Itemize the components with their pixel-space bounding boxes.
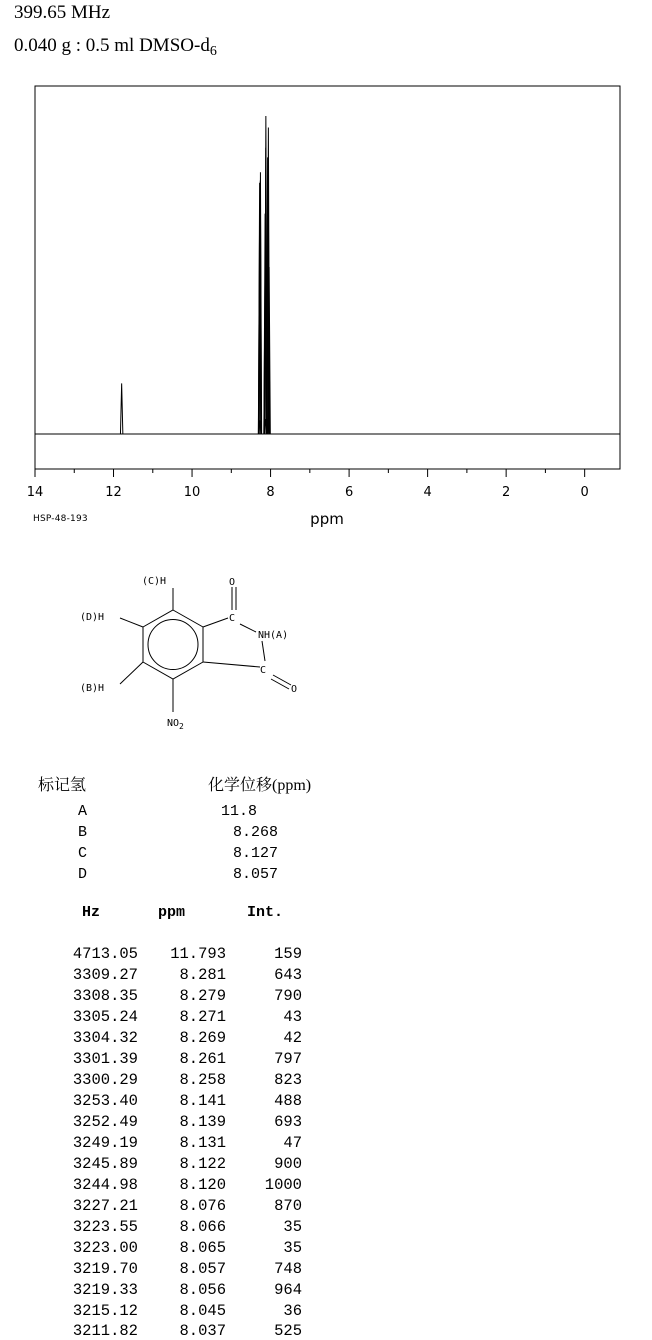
label-no2-main: NO — [167, 718, 180, 729]
peak-ppm: 8.076 — [179, 1197, 226, 1215]
peak-int: 47 — [283, 1134, 302, 1152]
sample-subscript: 6 — [209, 44, 217, 59]
peak-hz: 3253.40 — [72, 1092, 138, 1110]
peak-ppm: 11.793 — [170, 945, 226, 963]
peak-int: 900 — [274, 1155, 302, 1173]
peak-ppm: 8.120 — [179, 1176, 226, 1194]
peak-int: 35 — [283, 1239, 302, 1257]
nmr-spectrum-chart — [0, 0, 652, 540]
peak-int: 964 — [274, 1281, 302, 1299]
peak-hz: 3304.32 — [72, 1029, 138, 1047]
bond-ring-c-bottom — [203, 662, 260, 667]
peak-hz: 3308.35 — [72, 987, 138, 1005]
peak-int: 36 — [283, 1302, 302, 1320]
peak-ppm: 8.057 — [179, 1260, 226, 1278]
x-tick-label: 12 — [105, 485, 122, 500]
label-c-top: C — [229, 613, 236, 624]
peak-hz: 3300.29 — [72, 1071, 138, 1089]
label-hb: (B)H — [80, 683, 105, 694]
assignment-header-shift: 化学位移(ppm) — [208, 777, 312, 794]
peak-table-header-int: Int. — [247, 904, 284, 921]
peak-table-header-ppm: ppm — [158, 904, 186, 921]
peak-hz: 3301.39 — [72, 1050, 138, 1068]
peak-int: 525 — [274, 1322, 302, 1340]
peak-ppm: 8.281 — [179, 966, 226, 984]
x-tick-label: 6 — [344, 485, 354, 500]
peak-ppm: 8.261 — [179, 1050, 226, 1068]
peak-hz: 3211.82 — [72, 1322, 138, 1340]
peak-int: 693 — [274, 1113, 302, 1131]
bond-c-n-top — [240, 624, 256, 632]
peak-int: 797 — [274, 1050, 302, 1068]
x-tick-label: 0 — [580, 485, 589, 500]
peak-hz: 3309.27 — [72, 966, 138, 984]
peak-hz: 3223.55 — [72, 1218, 138, 1236]
assignment-label: D — [78, 866, 88, 883]
peak-table-header-hz: Hz — [82, 904, 101, 921]
label-c-bottom: C — [260, 665, 267, 676]
peak-ppm: 8.066 — [179, 1218, 226, 1236]
benzene-ring — [143, 610, 203, 679]
peak-int: 748 — [274, 1260, 302, 1278]
peak-hz: 3227.21 — [72, 1197, 138, 1215]
aromatic-circle — [148, 620, 198, 670]
peak-ppm: 8.141 — [179, 1092, 226, 1110]
peak-ppm: 8.045 — [179, 1302, 226, 1320]
label-nh: NH(A) — [258, 630, 289, 641]
label-hd: (D)H — [80, 612, 105, 623]
peak-ppm: 8.037 — [179, 1322, 226, 1340]
peak-int: 42 — [283, 1029, 302, 1047]
assignment-label: A — [78, 803, 88, 820]
peak-int: 488 — [274, 1092, 302, 1110]
peak-hz: 3245.89 — [72, 1155, 138, 1173]
peak-int: 43 — [283, 1008, 302, 1026]
assignment-label: B — [78, 824, 88, 841]
assignment-shift: 8.127 — [233, 845, 279, 862]
peak-hz: 3305.24 — [72, 1008, 138, 1026]
assignment-shift: 11.8 — [221, 803, 258, 820]
peak-hz: 4713.05 — [72, 945, 138, 963]
bond-c-hb — [120, 662, 143, 684]
peak-ppm: 8.065 — [179, 1239, 226, 1257]
peak-hz: 3223.00 — [72, 1239, 138, 1257]
x-tick-label: 10 — [183, 485, 201, 500]
peak-int: 643 — [274, 966, 302, 984]
spectrometer-frequency: 399.65 MHz — [14, 2, 111, 23]
label-no2-sub: 2 — [179, 722, 184, 731]
bond-ring-c-top — [203, 618, 228, 627]
peak-hz: 3249.19 — [72, 1134, 138, 1152]
peak-ppm: 8.139 — [179, 1113, 226, 1131]
assignment-shift: 8.057 — [233, 866, 279, 883]
assignment-label: C — [78, 845, 88, 862]
peak-ppm: 8.056 — [179, 1281, 226, 1299]
peak-hz: 3244.98 — [72, 1176, 138, 1194]
peak-int: 790 — [274, 987, 302, 1005]
x-tick-label: 8 — [266, 485, 275, 500]
x-tick-label: 2 — [502, 485, 511, 500]
label-o-top: O — [229, 577, 236, 588]
peaks-layer — [35, 116, 620, 434]
assignment-header-label: 标记氢 — [38, 777, 87, 794]
peak-ppm: 8.258 — [179, 1071, 226, 1089]
spectrum-code: HSP-48-193 — [33, 514, 88, 524]
peak-hz: 3219.70 — [72, 1260, 138, 1278]
peak-ppm: 8.271 — [179, 1008, 226, 1026]
peak-int: 870 — [274, 1197, 302, 1215]
spectrum-peak — [120, 383, 122, 434]
x-axis-ticks — [27, 469, 589, 500]
peak-ppm: 8.131 — [179, 1134, 226, 1152]
bond-co-bottom-2 — [271, 679, 289, 689]
label-no2 — [167, 718, 184, 731]
peak-int: 1000 — [264, 1176, 302, 1194]
peak-int: 35 — [283, 1218, 302, 1236]
peak-int: 159 — [274, 945, 302, 963]
x-axis-label: ppm — [310, 510, 344, 528]
label-o-bottom: O — [291, 684, 298, 695]
x-tick-label: 4 — [423, 485, 432, 500]
peak-ppm: 8.122 — [179, 1155, 226, 1173]
label-hc: (C)H — [142, 576, 167, 587]
peak-hz: 3252.49 — [72, 1113, 138, 1131]
bond-n-c-bottom — [262, 641, 265, 661]
molecule-structure — [60, 566, 320, 741]
x-tick-label: 14 — [26, 485, 44, 500]
bond-co-bottom-1 — [273, 675, 291, 685]
peak-hz: 3215.12 — [72, 1302, 138, 1320]
peak-ppm: 8.269 — [179, 1029, 226, 1047]
assignment-shift: 8.268 — [233, 824, 279, 841]
peak-ppm: 8.279 — [179, 987, 226, 1005]
peak-hz: 3219.33 — [72, 1281, 138, 1299]
peak-int: 823 — [274, 1071, 302, 1089]
bond-c-hd — [120, 618, 143, 627]
sample-text: 0.040 g : 0.5 ml DMSO-d — [14, 35, 210, 56]
